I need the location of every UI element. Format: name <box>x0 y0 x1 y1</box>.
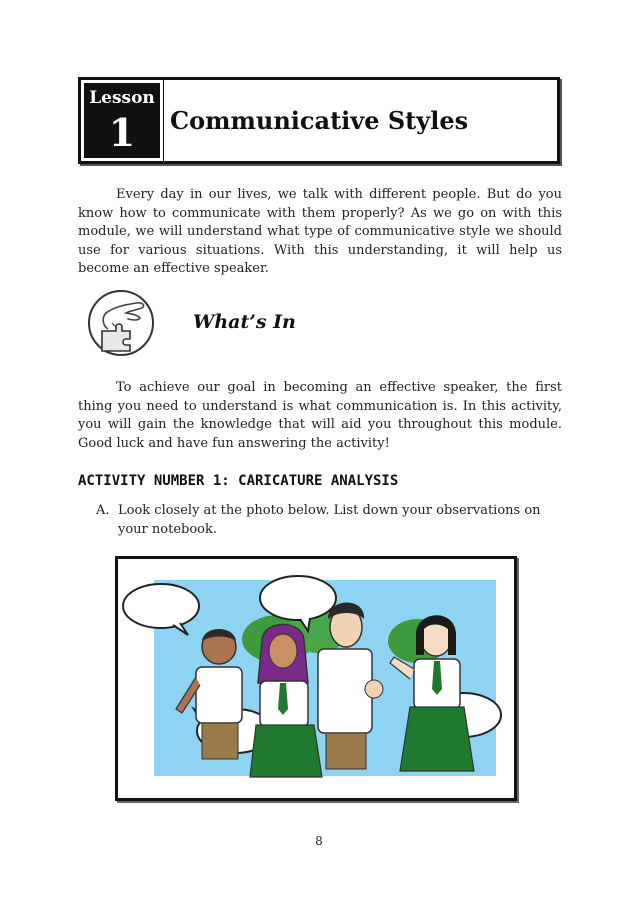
lesson-number-box <box>81 80 163 161</box>
whats-in-paragraph: To achieve our goal in becoming an effective speaker, the first thing you need to understand is what communication is. In this activity, you will gain the knowledge that will aid you throughout this module. Good luck and have fun answering the activity! <box>78 380 562 451</box>
lesson-label: Lesson <box>89 88 155 108</box>
instruction-text: Look closely at the photo below. List down your observations on your notebook. <box>118 503 541 537</box>
lesson-header <box>78 77 560 164</box>
caricature-frame <box>115 556 517 801</box>
caricature-illustration <box>118 559 514 798</box>
whats-in-title: What’s In <box>193 311 296 333</box>
activity-heading: ACTIVITY NUMBER 1: CARICATURE ANALYSIS <box>78 473 399 489</box>
page-number: 8 <box>315 834 323 848</box>
instruction-letter: A. <box>96 503 110 518</box>
lesson-number: 1 <box>108 110 136 155</box>
speech-bubble-2 <box>260 576 336 620</box>
lesson-title: Communicative Styles <box>170 106 469 135</box>
speech-bubble-1 <box>123 584 199 628</box>
intro-paragraph: Every day in our lives, we talk with different people. But do you know how to communicate with them properly? As we go on with this module, we will understand what type of communicative style we should use for various situations. With this understanding, it will help us become an effective speaker. <box>78 187 562 277</box>
puzzle-hand-icon <box>86 287 156 359</box>
